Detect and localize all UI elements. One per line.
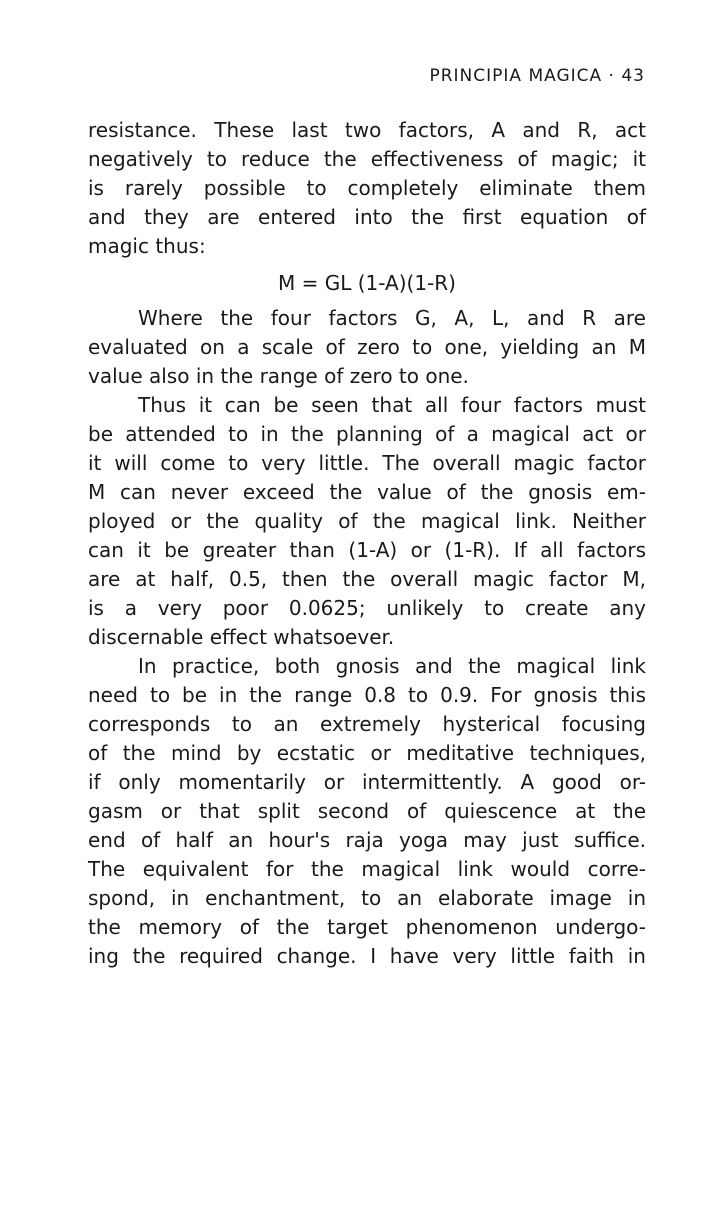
- text-line: discernable effect whatsoever.: [88, 625, 395, 649]
- text-line: end of half an hour's raja yoga may just suffice.: [88, 828, 646, 852]
- text-line: of the mind by ecstatic or meditative techniques,: [88, 741, 646, 765]
- text-line: need to be in the range 0.8 to 0.9. For gnosis this: [88, 683, 646, 707]
- text-line: is a very poor 0.0625; unlikely to create any: [88, 596, 646, 620]
- paragraph-start: Where the four factors G, A, L, and R are: [138, 306, 646, 330]
- text-line: can it be greater than (1-A) or (1-R). If all factors: [88, 538, 646, 562]
- text-line: evaluated on a scale of zero to one, yielding an M: [88, 335, 646, 359]
- running-header: PRINCIPIA MAGICA · 43: [429, 66, 645, 86]
- text-line: and they are entered into the first equation of: [88, 205, 646, 229]
- text-line: is rarely possible to completely eliminate them: [88, 176, 646, 200]
- text-line: spond, in enchantment, to an elaborate image in: [88, 886, 646, 910]
- text-line: corresponds to an extremely hysterical focusing: [88, 712, 646, 736]
- text-line: negatively to reduce the effectiveness of magic; it: [88, 147, 646, 171]
- text-line: ing the required change. I have very little faith in: [88, 944, 646, 968]
- text-line: resistance. These last two factors, A and R, act: [88, 118, 646, 142]
- text-line: be attended to in the planning of a magical act or: [88, 422, 646, 446]
- text-line: if only momentarily or intermittently. A good or-: [88, 770, 646, 794]
- text-line: ployed or the quality of the magical link. Neither: [88, 509, 646, 533]
- body-text: [88, 116, 646, 971]
- text-line: the memory of the target phenomenon undergo-: [88, 915, 646, 939]
- text-line: M can never exceed the value of the gnosis em-: [88, 480, 646, 504]
- paragraph-start: Thus it can be seen that all four factors must: [138, 393, 646, 417]
- paragraph-start: In practice, both gnosis and the magical link: [138, 654, 646, 678]
- text-line: gasm or that split second of quiescence at the: [88, 799, 646, 823]
- text-line: it will come to very little. The overall magic factor: [88, 451, 646, 475]
- text-line: are at half, 0.5, then the overall magic factor M,: [88, 567, 646, 591]
- text-line: value also in the range of zero to one.: [88, 364, 469, 388]
- text-line: magic thus:: [88, 234, 206, 258]
- text-line: The equivalent for the magical link would corre-: [88, 857, 646, 881]
- equation: M = GL (1-A)(1-R): [278, 271, 456, 295]
